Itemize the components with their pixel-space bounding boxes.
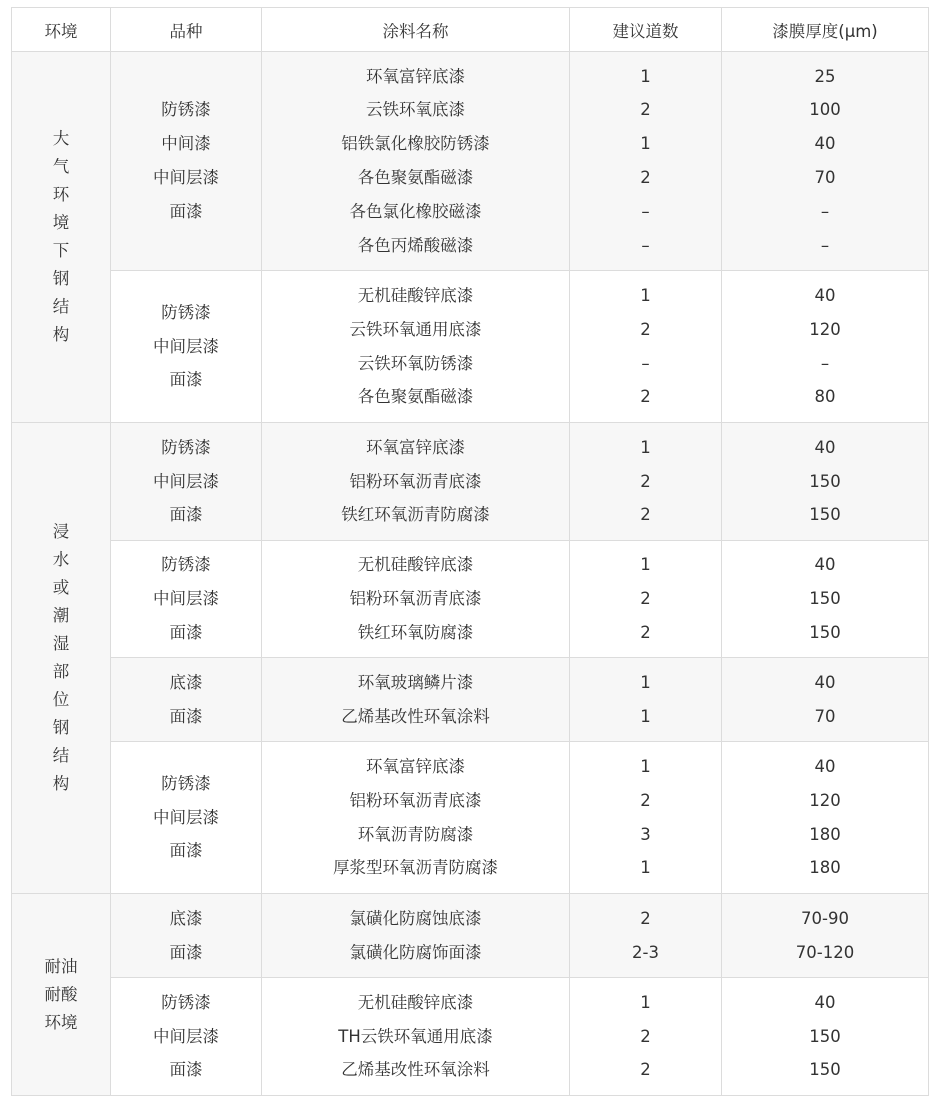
system-row bbox=[12, 894, 929, 978]
thickness-value: 150 bbox=[809, 622, 841, 642]
coating-name-value: 厚浆型环氧沥青防腐漆 bbox=[333, 858, 498, 878]
type-cell bbox=[111, 978, 262, 1096]
coats-value: 1 bbox=[640, 134, 651, 154]
type-cell bbox=[111, 894, 262, 978]
coating-name-value: 无机硅酸锌底漆 bbox=[357, 992, 474, 1012]
coats-value: 2 bbox=[640, 168, 651, 187]
type-label: 面漆 bbox=[169, 841, 203, 861]
coats-value: – bbox=[641, 201, 650, 221]
coats-value: 1 bbox=[640, 437, 651, 457]
environment-char: 大 bbox=[52, 129, 70, 148]
coats-value: 2 bbox=[640, 790, 651, 810]
type-label: 面漆 bbox=[169, 505, 203, 525]
thickness-value: 40 bbox=[814, 285, 836, 305]
coats-value: 1 bbox=[640, 706, 651, 726]
environment-char: 环 bbox=[52, 185, 70, 204]
thickness-value: 70-90 bbox=[801, 908, 849, 928]
type-label: 底漆 bbox=[169, 672, 203, 692]
coating-name-value: 环氧富锌底漆 bbox=[366, 437, 465, 457]
coating-name-cell bbox=[262, 271, 570, 423]
type-label: 面漆 bbox=[169, 201, 203, 221]
system-row bbox=[12, 423, 929, 541]
thickness-value: 180 bbox=[809, 824, 841, 844]
coats-value: 2 bbox=[640, 622, 651, 642]
coats-value: 2 bbox=[640, 908, 651, 928]
type-cell bbox=[111, 658, 262, 742]
thickness-value: 70 bbox=[814, 706, 836, 726]
coats-value: – bbox=[641, 353, 650, 373]
thickness-value: 180 bbox=[809, 858, 841, 878]
type-label: 中间漆 bbox=[161, 134, 211, 154]
type-label: 防锈漆 bbox=[161, 992, 211, 1012]
environment-char: 或 bbox=[52, 578, 70, 597]
coating-name-cell bbox=[262, 658, 570, 742]
thickness-value: 120 bbox=[809, 319, 841, 339]
environment-char: 湿 bbox=[52, 634, 70, 653]
thickness-value: 150 bbox=[809, 505, 841, 525]
coating-name-value: 无机硅酸锌底漆 bbox=[357, 285, 474, 305]
environment-char: 结 bbox=[52, 297, 70, 316]
coating-name-value: TH云铁环氧通用底漆 bbox=[338, 1026, 493, 1046]
thickness-value: – bbox=[820, 201, 830, 221]
system-row bbox=[12, 541, 929, 658]
environment-char: 钢 bbox=[52, 269, 70, 288]
thickness-value: 40 bbox=[814, 437, 836, 457]
thickness-cell bbox=[722, 978, 929, 1096]
coating-name-value: 铝粉环氧沥青底漆 bbox=[349, 589, 482, 609]
coating-name-cell bbox=[262, 423, 570, 541]
type-cell bbox=[111, 541, 262, 658]
type-label: 防锈漆 bbox=[161, 773, 211, 793]
type-label: 面漆 bbox=[169, 622, 203, 642]
thickness-cell bbox=[722, 894, 929, 978]
coats-cell bbox=[570, 423, 722, 541]
coats-cell bbox=[570, 894, 722, 978]
thickness-value: 40 bbox=[814, 756, 836, 776]
system-row bbox=[12, 978, 929, 1096]
system-row bbox=[12, 742, 929, 894]
type-label: 中间层漆 bbox=[153, 336, 219, 356]
coats-value: 2 bbox=[640, 100, 651, 120]
coats-value: 1 bbox=[640, 555, 651, 575]
type-label: 中间层漆 bbox=[153, 807, 219, 827]
coats-cell bbox=[570, 271, 722, 423]
type-label: 面漆 bbox=[169, 1060, 203, 1080]
type-cell bbox=[111, 423, 262, 541]
environment-char: 水 bbox=[52, 550, 70, 569]
coating-name-value: 乙烯基改性环氧涂料 bbox=[341, 706, 490, 726]
thickness-value: 150 bbox=[809, 1060, 841, 1080]
thickness-value: 40 bbox=[814, 555, 836, 575]
system-row bbox=[12, 271, 929, 423]
environment-char: 环境 bbox=[44, 1012, 78, 1032]
coats-cell bbox=[570, 52, 722, 271]
coating-name-value: 各色聚氨酯磁漆 bbox=[357, 387, 474, 407]
coating-name-value: 环氧玻璃鳞片漆 bbox=[357, 672, 474, 692]
coats-value: 2 bbox=[640, 1026, 651, 1046]
thickness-cell bbox=[722, 658, 929, 742]
header-environment: 环境 bbox=[12, 8, 111, 52]
coats-value: 2 bbox=[640, 319, 651, 339]
type-cell bbox=[111, 742, 262, 894]
environment-char: 钢 bbox=[52, 718, 70, 737]
type-label: 面漆 bbox=[169, 706, 203, 726]
header-thickness: 漆膜厚度(μm) bbox=[722, 8, 929, 52]
environment-char: 结 bbox=[52, 746, 70, 765]
system-row bbox=[12, 658, 929, 742]
type-label: 底漆 bbox=[169, 908, 203, 928]
thickness-value: 120 bbox=[809, 790, 841, 810]
coating-table bbox=[11, 7, 929, 1096]
thickness-value: 150 bbox=[809, 471, 841, 491]
coating-name-cell bbox=[262, 978, 570, 1096]
coats-cell bbox=[570, 978, 722, 1096]
environment-char: 境 bbox=[52, 213, 70, 232]
coating-name-value: 云铁环氧通用底漆 bbox=[349, 319, 482, 339]
coating-name-value: 各色丙烯酸磁漆 bbox=[357, 235, 474, 255]
thickness-cell bbox=[722, 742, 929, 894]
thickness-value: 80 bbox=[814, 387, 836, 407]
coating-name-value: 云铁环氧防锈漆 bbox=[357, 353, 474, 373]
coating-name-value: 铝铁氯化橡胶防锈漆 bbox=[341, 134, 490, 154]
coats-value: 2 bbox=[640, 589, 651, 609]
thickness-value: 40 bbox=[814, 992, 836, 1012]
environment-cell bbox=[12, 423, 111, 894]
coating-name-value: 铁红环氧防腐漆 bbox=[357, 622, 474, 642]
coating-name-value: 环氧富锌底漆 bbox=[366, 756, 465, 776]
thickness-value: 40 bbox=[814, 672, 836, 692]
coats-value: – bbox=[641, 235, 650, 255]
coating-name-value: 各色聚氨酯磁漆 bbox=[357, 168, 474, 187]
environment-char: 构 bbox=[52, 325, 70, 344]
coating-name-value: 环氧沥青防腐漆 bbox=[357, 824, 474, 844]
coats-value: 3 bbox=[640, 824, 651, 844]
coating-name-value: 氯磺化防腐饰面漆 bbox=[349, 942, 482, 962]
environment-char: 位 bbox=[52, 690, 70, 709]
coats-cell bbox=[570, 541, 722, 658]
thickness-cell bbox=[722, 271, 929, 423]
thickness-cell bbox=[722, 423, 929, 541]
coating-name-cell bbox=[262, 541, 570, 658]
environment-char: 浸 bbox=[52, 522, 70, 541]
type-label: 面漆 bbox=[169, 370, 203, 390]
header-coats: 建议道数 bbox=[570, 8, 722, 52]
coating-name-value: 云铁环氧底漆 bbox=[366, 100, 465, 120]
coats-cell bbox=[570, 658, 722, 742]
header-coating-name: 涂料名称 bbox=[262, 8, 570, 52]
environment-char: 部 bbox=[52, 662, 70, 681]
coats-value: 2 bbox=[640, 1060, 651, 1080]
coating-name-value: 无机硅酸锌底漆 bbox=[357, 555, 474, 575]
environment-cell bbox=[12, 52, 111, 423]
type-label: 面漆 bbox=[169, 942, 203, 962]
coats-value: 1 bbox=[640, 672, 651, 692]
coating-name-cell bbox=[262, 52, 570, 271]
thickness-value: 70 bbox=[814, 168, 836, 187]
type-label: 防锈漆 bbox=[161, 100, 211, 120]
thickness-value: 40 bbox=[814, 134, 836, 154]
coating-name-value: 乙烯基改性环氧涂料 bbox=[341, 1060, 490, 1080]
type-label: 中间层漆 bbox=[153, 168, 219, 187]
thickness-value: – bbox=[820, 235, 830, 255]
type-cell bbox=[111, 271, 262, 423]
environment-char: 构 bbox=[52, 774, 70, 793]
type-label: 防锈漆 bbox=[161, 302, 211, 322]
thickness-value: – bbox=[820, 353, 830, 373]
type-label: 中间层漆 bbox=[153, 1026, 219, 1046]
environment-char: 耐油 bbox=[44, 956, 78, 976]
coats-value: 1 bbox=[640, 992, 651, 1012]
type-label: 中间层漆 bbox=[153, 589, 219, 609]
coating-name-cell bbox=[262, 742, 570, 894]
coats-value: 1 bbox=[640, 285, 651, 305]
type-label: 防锈漆 bbox=[161, 555, 211, 575]
thickness-value: 70-120 bbox=[795, 942, 855, 962]
coating-name-cell bbox=[262, 894, 570, 978]
thickness-value: 25 bbox=[814, 66, 836, 86]
environment-cell bbox=[12, 894, 111, 1096]
environment-char: 潮 bbox=[52, 606, 70, 625]
environment-char: 耐酸 bbox=[44, 984, 78, 1004]
thickness-value: 100 bbox=[809, 100, 841, 120]
coats-value: 1 bbox=[640, 858, 651, 878]
system-row bbox=[12, 52, 929, 271]
coats-value: 2 bbox=[640, 387, 651, 407]
thickness-cell bbox=[722, 52, 929, 271]
coating-name-value: 各色氯化橡胶磁漆 bbox=[349, 201, 482, 221]
coating-name-value: 铁红环氧沥青防腐漆 bbox=[341, 505, 490, 525]
thickness-value: 150 bbox=[809, 1026, 841, 1046]
coats-value: 1 bbox=[640, 66, 651, 86]
type-cell bbox=[111, 52, 262, 271]
coats-value: 2-3 bbox=[632, 942, 659, 962]
environment-char: 下 bbox=[52, 241, 70, 260]
thickness-cell bbox=[722, 541, 929, 658]
type-label: 防锈漆 bbox=[161, 437, 211, 457]
coats-value: 2 bbox=[640, 471, 651, 491]
header-row bbox=[12, 8, 929, 52]
coating-name-value: 铝粉环氧沥青底漆 bbox=[349, 471, 482, 491]
coats-cell bbox=[570, 742, 722, 894]
coating-name-value: 环氧富锌底漆 bbox=[366, 66, 465, 86]
header-type: 品种 bbox=[111, 8, 262, 52]
coating-name-value: 铝粉环氧沥青底漆 bbox=[349, 790, 482, 810]
coats-value: 1 bbox=[640, 756, 651, 776]
coats-value: 2 bbox=[640, 505, 651, 525]
coating-name-value: 氯磺化防腐蚀底漆 bbox=[349, 908, 482, 928]
thickness-value: 150 bbox=[809, 589, 841, 609]
type-label: 中间层漆 bbox=[153, 471, 219, 491]
environment-char: 气 bbox=[52, 157, 70, 176]
